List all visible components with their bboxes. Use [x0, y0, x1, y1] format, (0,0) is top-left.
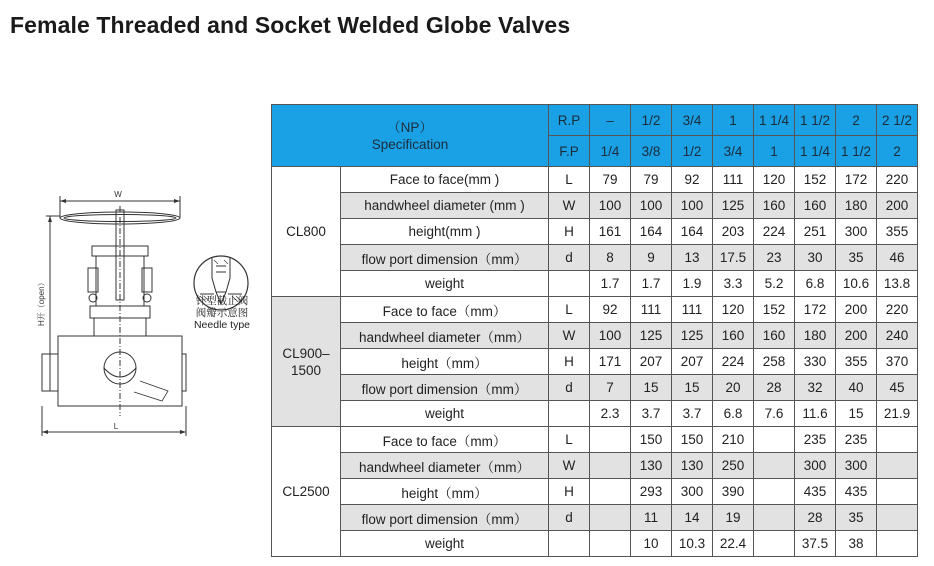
spec-header-cell: [272, 105, 549, 167]
value-cell: 10: [631, 531, 672, 557]
page-title: Female Threaded and Socket Welded Globe Valves: [10, 12, 571, 38]
table-row: [272, 505, 918, 531]
parameter-name: height（mm）: [341, 479, 549, 505]
fp-size: 1 1/2: [836, 136, 877, 167]
value-cell: 435: [836, 479, 877, 505]
value-cell: 171: [590, 349, 631, 375]
parameter-name: handwheel diameter（mm）: [341, 323, 549, 349]
fp-size: 3/8: [631, 136, 672, 167]
value-cell: 150: [672, 427, 713, 453]
value-cell: 35: [836, 245, 877, 271]
value-cell: 100: [590, 323, 631, 349]
parameter-symbol: L: [549, 297, 590, 323]
value-cell: 28: [795, 505, 836, 531]
fp-size: 1/2: [672, 136, 713, 167]
value-cell: [754, 531, 795, 557]
table-row: [272, 427, 918, 453]
value-cell: 125: [631, 323, 672, 349]
value-cell: 161: [590, 219, 631, 245]
rp-size: 3/4: [672, 105, 713, 136]
value-cell: 15: [672, 375, 713, 401]
table-row: [272, 531, 918, 557]
rp-size: 1 1/2: [795, 105, 836, 136]
table-row: [272, 219, 918, 245]
spec-table: [271, 104, 918, 557]
value-cell: 32: [795, 375, 836, 401]
value-cell: 7.6: [754, 401, 795, 427]
value-cell: 6.8: [713, 401, 754, 427]
value-cell: 160: [754, 193, 795, 219]
value-cell: 235: [795, 427, 836, 453]
value-cell: 1.7: [590, 271, 631, 297]
table-row: [272, 349, 918, 375]
fp-size: 2: [877, 136, 918, 167]
pressure-class-label: CL900–1500: [282, 345, 330, 378]
value-cell: 330: [795, 349, 836, 375]
value-cell: 15: [836, 401, 877, 427]
value-cell: 300: [836, 453, 877, 479]
value-cell: 100: [590, 193, 631, 219]
fp-size: 1: [754, 136, 795, 167]
value-cell: 300: [795, 453, 836, 479]
parameter-name: height(mm ): [341, 219, 549, 245]
parameter-symbol: [549, 531, 590, 557]
table-row: [272, 167, 918, 193]
w-dimension-label: W: [114, 190, 122, 199]
parameter-symbol: L: [549, 427, 590, 453]
pressure-class-cell: [272, 297, 341, 427]
value-cell: 150: [631, 427, 672, 453]
value-cell: 9: [631, 245, 672, 271]
parameter-name: flow port dimension（mm）: [341, 245, 549, 271]
parameter-name: weight: [341, 271, 549, 297]
value-cell: 203: [713, 219, 754, 245]
value-cell: [590, 453, 631, 479]
parameter-symbol: d: [549, 505, 590, 531]
value-cell: 37.5: [795, 531, 836, 557]
value-cell: [754, 453, 795, 479]
fp-size: 1/4: [590, 136, 631, 167]
value-cell: 120: [713, 297, 754, 323]
value-cell: 180: [795, 323, 836, 349]
value-cell: 250: [713, 453, 754, 479]
specification-label: Specification: [371, 136, 449, 152]
value-cell: 251: [795, 219, 836, 245]
value-cell: 5.2: [754, 271, 795, 297]
rp-size: –: [590, 105, 631, 136]
fp-label: F.P: [549, 136, 590, 167]
value-cell: [590, 505, 631, 531]
parameter-symbol: d: [549, 375, 590, 401]
table-row: [272, 375, 918, 401]
parameter-name: height（mm）: [341, 349, 549, 375]
value-cell: [754, 505, 795, 531]
table-row: [272, 271, 918, 297]
value-cell: 130: [631, 453, 672, 479]
value-cell: 3.7: [631, 401, 672, 427]
value-cell: [754, 427, 795, 453]
rp-size: 2 1/2: [877, 105, 918, 136]
value-cell: 11.6: [795, 401, 836, 427]
value-cell: 300: [672, 479, 713, 505]
parameter-name: Face to face(mm ): [341, 167, 549, 193]
parameter-symbol: W: [549, 323, 590, 349]
parameter-symbol: d: [549, 245, 590, 271]
value-cell: [590, 479, 631, 505]
needle-type-caption: 针型截止阀 阀瓣示意图 Needle type: [193, 295, 251, 331]
value-cell: 210: [713, 427, 754, 453]
parameter-name: weight: [341, 531, 549, 557]
header-row-rp: [272, 105, 918, 136]
value-cell: 152: [795, 167, 836, 193]
value-cell: 152: [754, 297, 795, 323]
value-cell: 111: [713, 167, 754, 193]
table-row: [272, 401, 918, 427]
value-cell: 92: [590, 297, 631, 323]
value-cell: [590, 531, 631, 557]
pressure-class-label: CL800: [286, 224, 326, 239]
value-cell: 164: [672, 219, 713, 245]
table-row: [272, 323, 918, 349]
value-cell: 1.7: [631, 271, 672, 297]
table-row: [272, 297, 918, 323]
value-cell: 160: [713, 323, 754, 349]
table-row: [272, 245, 918, 271]
value-cell: 200: [836, 323, 877, 349]
parameter-name: Face to face（mm）: [341, 297, 549, 323]
value-cell: [877, 427, 918, 453]
fp-size: 3/4: [713, 136, 754, 167]
value-cell: 38: [836, 531, 877, 557]
value-cell: 20: [713, 375, 754, 401]
value-cell: [754, 479, 795, 505]
value-cell: 40: [836, 375, 877, 401]
value-cell: 355: [877, 219, 918, 245]
parameter-symbol: W: [549, 453, 590, 479]
value-cell: 207: [672, 349, 713, 375]
value-cell: 21.9: [877, 401, 918, 427]
value-cell: 3.3: [713, 271, 754, 297]
parameter-symbol: L: [549, 167, 590, 193]
value-cell: 14: [672, 505, 713, 531]
value-cell: [590, 427, 631, 453]
parameter-symbol: [549, 401, 590, 427]
value-cell: 11: [631, 505, 672, 531]
value-cell: 10.6: [836, 271, 877, 297]
value-cell: 125: [713, 193, 754, 219]
value-cell: 172: [795, 297, 836, 323]
parameter-symbol: [549, 271, 590, 297]
value-cell: 172: [836, 167, 877, 193]
value-cell: 79: [590, 167, 631, 193]
pressure-class-cell: [272, 167, 341, 297]
value-cell: 1.9: [672, 271, 713, 297]
value-cell: 17.5: [713, 245, 754, 271]
value-cell: 13.8: [877, 271, 918, 297]
h-dimension-label: H开（open）: [37, 278, 46, 326]
value-cell: 8: [590, 245, 631, 271]
value-cell: 125: [672, 323, 713, 349]
value-cell: 224: [754, 219, 795, 245]
rp-size: 1: [713, 105, 754, 136]
parameter-name: weight: [341, 401, 549, 427]
value-cell: 130: [672, 453, 713, 479]
value-cell: 100: [672, 193, 713, 219]
value-cell: 390: [713, 479, 754, 505]
value-cell: 3.7: [672, 401, 713, 427]
value-cell: 200: [877, 193, 918, 219]
fp-size: 1 1/4: [795, 136, 836, 167]
value-cell: 160: [754, 323, 795, 349]
pressure-class-label: CL2500: [282, 484, 330, 499]
table-row: [272, 479, 918, 505]
value-cell: 220: [877, 167, 918, 193]
value-cell: 258: [754, 349, 795, 375]
value-cell: 13: [672, 245, 713, 271]
value-cell: 46: [877, 245, 918, 271]
value-cell: 6.8: [795, 271, 836, 297]
parameter-name: Face to face（mm）: [341, 427, 549, 453]
value-cell: 92: [672, 167, 713, 193]
value-cell: [877, 531, 918, 557]
value-cell: 300: [836, 219, 877, 245]
value-cell: 240: [877, 323, 918, 349]
valve-drawing: [30, 186, 190, 446]
table-row: [272, 193, 918, 219]
value-cell: 220: [877, 297, 918, 323]
value-cell: 7: [590, 375, 631, 401]
value-cell: 19: [713, 505, 754, 531]
value-cell: 15: [631, 375, 672, 401]
value-cell: 100: [631, 193, 672, 219]
l-dimension-label: L: [113, 422, 119, 431]
value-cell: 235: [836, 427, 877, 453]
parameter-name: flow port dimension（mm）: [341, 375, 549, 401]
parameter-symbol: H: [549, 349, 590, 375]
parameter-symbol: W: [549, 193, 590, 219]
value-cell: 111: [631, 297, 672, 323]
parameter-symbol: H: [549, 219, 590, 245]
parameter-name: handwheel diameter (mm ): [341, 193, 549, 219]
value-cell: 164: [631, 219, 672, 245]
rp-label: R.P: [549, 105, 590, 136]
value-cell: 180: [836, 193, 877, 219]
value-cell: 35: [836, 505, 877, 531]
value-cell: 200: [836, 297, 877, 323]
value-cell: 30: [795, 245, 836, 271]
value-cell: 435: [795, 479, 836, 505]
np-label: （NP）: [387, 119, 433, 135]
value-cell: 293: [631, 479, 672, 505]
value-cell: 207: [631, 349, 672, 375]
rp-size: 1/2: [631, 105, 672, 136]
value-cell: 45: [877, 375, 918, 401]
pressure-class-cell: [272, 427, 341, 557]
value-cell: 22.4: [713, 531, 754, 557]
value-cell: 224: [713, 349, 754, 375]
table-row: [272, 453, 918, 479]
parameter-name: handwheel diameter（mm）: [341, 453, 549, 479]
value-cell: 2.3: [590, 401, 631, 427]
value-cell: 10.3: [672, 531, 713, 557]
value-cell: 370: [877, 349, 918, 375]
value-cell: 111: [672, 297, 713, 323]
rp-size: 2: [836, 105, 877, 136]
value-cell: [877, 505, 918, 531]
value-cell: 160: [795, 193, 836, 219]
value-cell: 355: [836, 349, 877, 375]
value-cell: 28: [754, 375, 795, 401]
value-cell: 120: [754, 167, 795, 193]
value-cell: 23: [754, 245, 795, 271]
value-cell: [877, 479, 918, 505]
rp-size: 1 1/4: [754, 105, 795, 136]
value-cell: 79: [631, 167, 672, 193]
value-cell: [877, 453, 918, 479]
parameter-name: flow port dimension（mm）: [341, 505, 549, 531]
parameter-symbol: H: [549, 479, 590, 505]
